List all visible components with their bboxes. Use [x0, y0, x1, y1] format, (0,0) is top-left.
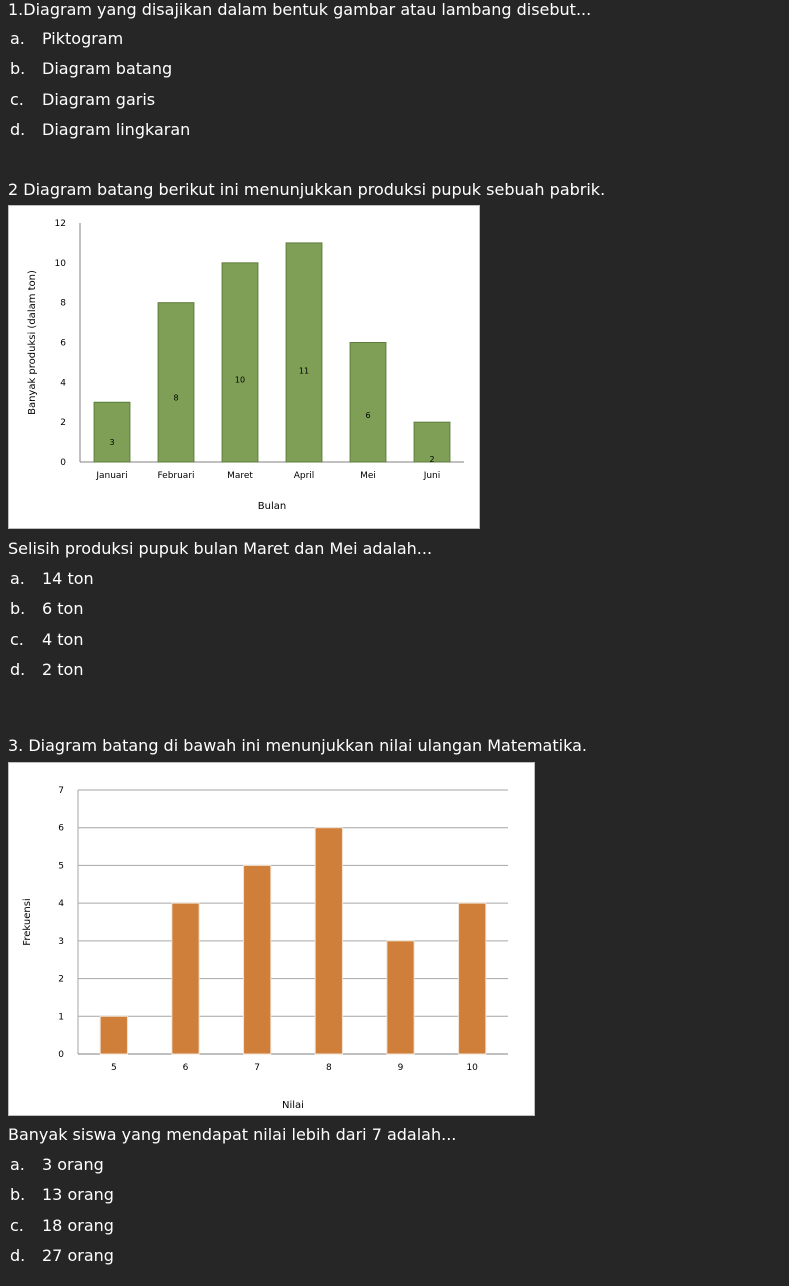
option-text: 14 ton: [42, 569, 94, 588]
grades-chart-svg: [8, 762, 535, 1116]
x-tick-label: 6: [182, 1063, 189, 1073]
bar-maret: [222, 263, 258, 462]
q2-option-c[interactable]: [10, 630, 83, 650]
bar-5: [100, 1016, 127, 1054]
x-axis-label: Nilai: [282, 1100, 304, 1111]
y-tick-label: 2: [60, 418, 66, 429]
q1-option-c[interactable]: [10, 90, 155, 110]
q3-intro: 3. Diagram batang di bawah ini menunjukkan nilai ulangan Matematika.: [8, 736, 587, 755]
q2-question: Selisih produksi pupuk bulan Maret dan Mei adalah...: [8, 539, 433, 558]
data-label: 2: [429, 455, 435, 465]
x-tick-label: Januari: [96, 471, 128, 481]
y-tick-label: 8: [60, 298, 66, 309]
option-letter: c.: [10, 630, 24, 649]
option-letter: b.: [10, 1185, 26, 1204]
q3-option-b[interactable]: [10, 1185, 114, 1205]
q1-option-a[interactable]: [10, 29, 123, 49]
option-text: 13 orang: [42, 1185, 114, 1204]
option-letter: b.: [10, 599, 26, 618]
bar-8: [315, 828, 342, 1054]
y-tick-label: 4: [60, 378, 66, 389]
y-tick-label: 5: [58, 861, 64, 872]
x-tick-label: Februari: [157, 471, 195, 481]
q1-question: 1.Diagram yang disajikan dalam bentuk gambar atau lambang disebut...: [8, 0, 592, 19]
y-tick-label: 6: [60, 338, 66, 349]
q1-option-b[interactable]: [10, 59, 172, 79]
option-letter: c.: [10, 1216, 24, 1235]
bar-9: [387, 941, 414, 1054]
q2-option-b[interactable]: [10, 599, 83, 619]
y-tick-label: 6: [58, 823, 64, 834]
x-tick-label: 7: [254, 1063, 261, 1073]
q2-option-a[interactable]: [10, 569, 94, 589]
q3-question: Banyak siswa yang mendapat nilai lebih dari 7 adalah...: [8, 1125, 457, 1144]
q2-intro: 2 Diagram batang berikut ini menunjukkan produksi pupuk sebuah pabrik.: [8, 180, 606, 199]
y-tick-label: 3: [58, 936, 64, 947]
x-tick-label: 8: [325, 1063, 332, 1073]
option-text: Diagram lingkaran: [42, 120, 191, 139]
x-tick-label: 5: [110, 1063, 117, 1073]
option-text: 3 orang: [42, 1155, 104, 1174]
x-axis-label: Bulan: [257, 501, 287, 512]
option-letter: c.: [10, 90, 24, 109]
production-chart: [8, 205, 480, 529]
bar-februari: [158, 303, 194, 462]
x-tick-label: Mei: [360, 471, 376, 481]
y-tick-label: 4: [58, 899, 64, 910]
bar-6: [172, 903, 199, 1054]
y-axis-label: Banyak produksi (dalam ton): [27, 270, 38, 415]
q2-option-d[interactable]: [10, 660, 83, 680]
option-letter: b.: [10, 59, 26, 78]
option-text: 6 ton: [42, 599, 84, 618]
option-letter: a.: [10, 29, 25, 48]
x-tick-label: 9: [397, 1063, 404, 1073]
option-text: Diagram garis: [42, 90, 156, 109]
data-label: 11: [298, 366, 310, 376]
bar-7: [244, 865, 271, 1054]
data-label: 6: [365, 411, 371, 421]
y-tick-label: 0: [58, 1050, 64, 1060]
bar-april: [286, 243, 322, 462]
data-label: 10: [234, 375, 246, 385]
q3-option-a[interactable]: [10, 1155, 104, 1175]
q1-option-d[interactable]: [10, 120, 190, 140]
option-text: 4 ton: [42, 630, 84, 649]
option-letter: a.: [10, 569, 25, 588]
option-letter: d.: [10, 120, 26, 139]
option-text: 27 orang: [42, 1246, 114, 1265]
x-tick-label: Maret: [227, 471, 253, 481]
x-tick-label: 10: [466, 1063, 478, 1073]
option-letter: a.: [10, 1155, 25, 1174]
production-chart-svg: [8, 205, 480, 529]
q3-option-c[interactable]: [10, 1216, 114, 1236]
x-tick-label: April: [293, 471, 315, 481]
option-letter: d.: [10, 660, 26, 679]
data-label: 3: [109, 438, 115, 448]
y-axis-label: Frekuensi: [22, 898, 33, 946]
bar-10: [459, 903, 486, 1054]
chart-frame: [9, 763, 535, 1116]
y-tick-label: 7: [58, 786, 64, 796]
q3-option-d[interactable]: [10, 1246, 114, 1266]
y-tick-label: 12: [54, 219, 66, 229]
data-label: 8: [173, 393, 179, 403]
y-tick-label: 2: [58, 974, 64, 985]
option-text: 2 ton: [42, 660, 84, 679]
y-tick-label: 10: [54, 258, 66, 269]
bar-mei: [350, 343, 386, 463]
x-tick-label: Juni: [423, 471, 441, 481]
option-text: Diagram batang: [42, 59, 173, 78]
option-letter: d.: [10, 1246, 26, 1265]
y-tick-label: 1: [58, 1012, 64, 1023]
grades-chart: [8, 762, 535, 1116]
option-text: Piktogram: [42, 29, 124, 48]
y-tick-label: 0: [60, 458, 66, 468]
option-text: 18 orang: [42, 1216, 114, 1235]
bar-januari: [94, 402, 130, 462]
